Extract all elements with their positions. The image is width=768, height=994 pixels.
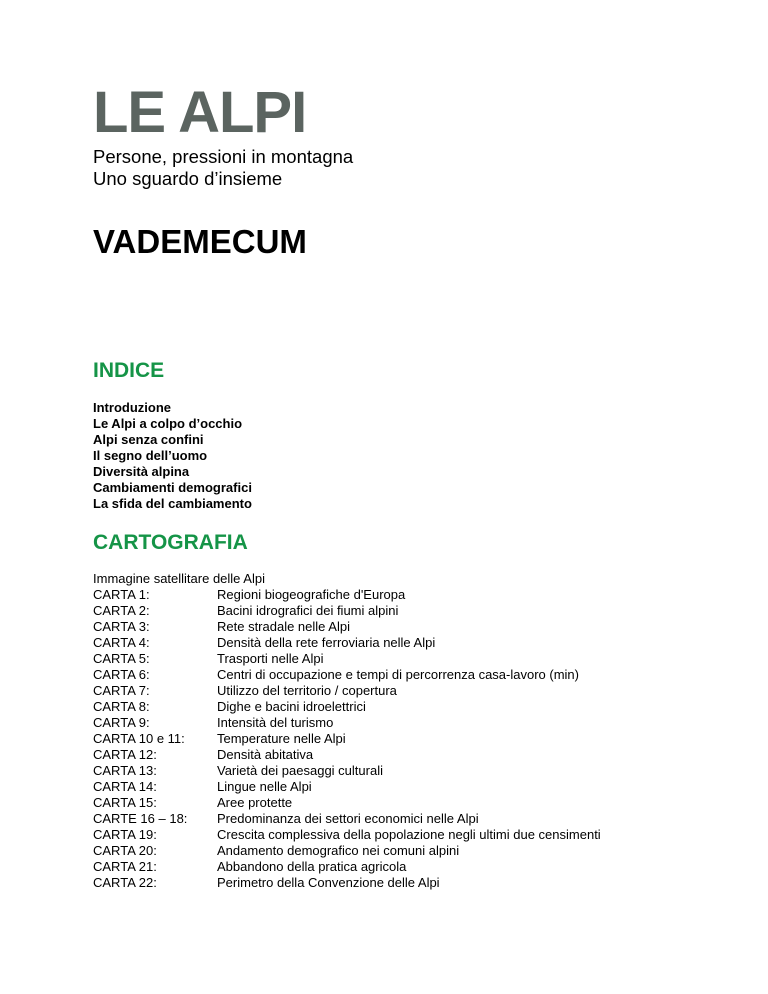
map-description: Densità della rete ferroviaria nelle Alpi xyxy=(217,635,436,650)
map-code: CARTA 9: xyxy=(93,715,150,730)
map-entry xyxy=(93,651,601,667)
map-description: Utilizzo del territorio / copertura xyxy=(217,683,397,698)
map-list xyxy=(93,587,601,891)
map-code: CARTA 19: xyxy=(93,827,157,842)
map-entry xyxy=(93,667,601,683)
map-entry xyxy=(93,699,601,715)
map-entry xyxy=(93,763,601,779)
map-description: Lingue nelle Alpi xyxy=(217,779,312,794)
index-item: Cambiamenti demografici xyxy=(93,480,252,495)
index-item: La sfida del cambiamento xyxy=(93,496,252,511)
map-description: Bacini idrografici dei fiumi alpini xyxy=(217,603,399,618)
map-code: CARTA 12: xyxy=(93,747,157,762)
map-code: CARTA 1: xyxy=(93,587,150,602)
map-description: Densità abitativa xyxy=(217,747,314,762)
map-description: Abbandono della pratica agricola xyxy=(217,859,407,874)
map-entry xyxy=(93,619,601,635)
map-description: Temperature nelle Alpi xyxy=(217,731,346,746)
document-title: LE ALPI xyxy=(93,80,307,145)
cartografia-heading: CARTOGRAFIA xyxy=(93,531,248,554)
map-description: Aree protette xyxy=(217,795,293,810)
map-code: CARTA 2: xyxy=(93,603,150,618)
indice-heading: INDICE xyxy=(93,359,165,382)
map-entry xyxy=(93,843,601,859)
cartografia-intro: Immagine satellitare delle Alpi xyxy=(93,571,265,586)
subtitle-line: Uno sguardo d’insieme xyxy=(93,168,283,189)
map-code: CARTA 22: xyxy=(93,875,157,890)
subtitle-line: Persone, pressioni in montagna xyxy=(93,146,354,167)
map-code: CARTA 5: xyxy=(93,651,150,666)
map-entry xyxy=(93,747,601,763)
document-subtitle xyxy=(93,146,353,190)
map-entry xyxy=(93,731,601,747)
map-code: CARTA 3: xyxy=(93,619,150,634)
map-code: CARTA 14: xyxy=(93,779,157,794)
map-description: Dighe e bacini idroelettrici xyxy=(217,699,366,714)
map-code: CARTE 16 – 18: xyxy=(93,811,188,826)
map-description: Intensità del turismo xyxy=(217,715,334,730)
map-entry xyxy=(93,587,601,603)
map-code: CARTA 13: xyxy=(93,763,157,778)
map-code: CARTA 10 e 11: xyxy=(93,731,185,746)
map-description: Crescita complessiva della popolazione negli ultimi due censimenti xyxy=(217,827,601,842)
index-item: Il segno dell’uomo xyxy=(93,448,208,463)
map-description: Predominanza dei settori economici nelle Alpi xyxy=(217,811,479,826)
map-description: Perimetro della Convenzione delle Alpi xyxy=(217,875,440,890)
index-item: Le Alpi a colpo d’occhio xyxy=(93,416,243,431)
map-entry xyxy=(93,635,601,651)
map-entry xyxy=(93,603,601,619)
map-entry xyxy=(93,795,601,811)
map-description: Trasporti nelle Alpi xyxy=(217,651,324,666)
map-code: CARTA 20: xyxy=(93,843,157,858)
index-item: Diversità alpina xyxy=(93,464,190,479)
map-code: CARTA 4: xyxy=(93,635,150,650)
map-code: CARTA 8: xyxy=(93,699,150,714)
map-entry xyxy=(93,811,601,827)
index-item: Alpi senza confini xyxy=(93,432,204,447)
map-description: Varietà dei paesaggi culturali xyxy=(217,763,383,778)
map-code: CARTA 7: xyxy=(93,683,150,698)
index-item: Introduzione xyxy=(93,400,171,415)
map-code: CARTA 6: xyxy=(93,667,150,682)
document-type-heading: VADEMECUM xyxy=(93,223,307,260)
map-description: Centri di occupazione e tempi di percorrenza casa-lavoro (min) xyxy=(217,667,579,682)
map-code: CARTA 15: xyxy=(93,795,157,810)
map-entry xyxy=(93,779,601,795)
map-entry xyxy=(93,715,601,731)
map-code: CARTA 21: xyxy=(93,859,157,874)
map-entry xyxy=(93,683,601,699)
map-entry xyxy=(93,827,601,843)
map-entry xyxy=(93,859,601,875)
map-description: Rete stradale nelle Alpi xyxy=(217,619,350,634)
map-entry xyxy=(93,875,601,891)
index-list xyxy=(93,400,252,512)
map-description: Andamento demografico nei comuni alpini xyxy=(217,843,460,858)
map-description: Regioni biogeografiche d'Europa xyxy=(217,587,406,602)
